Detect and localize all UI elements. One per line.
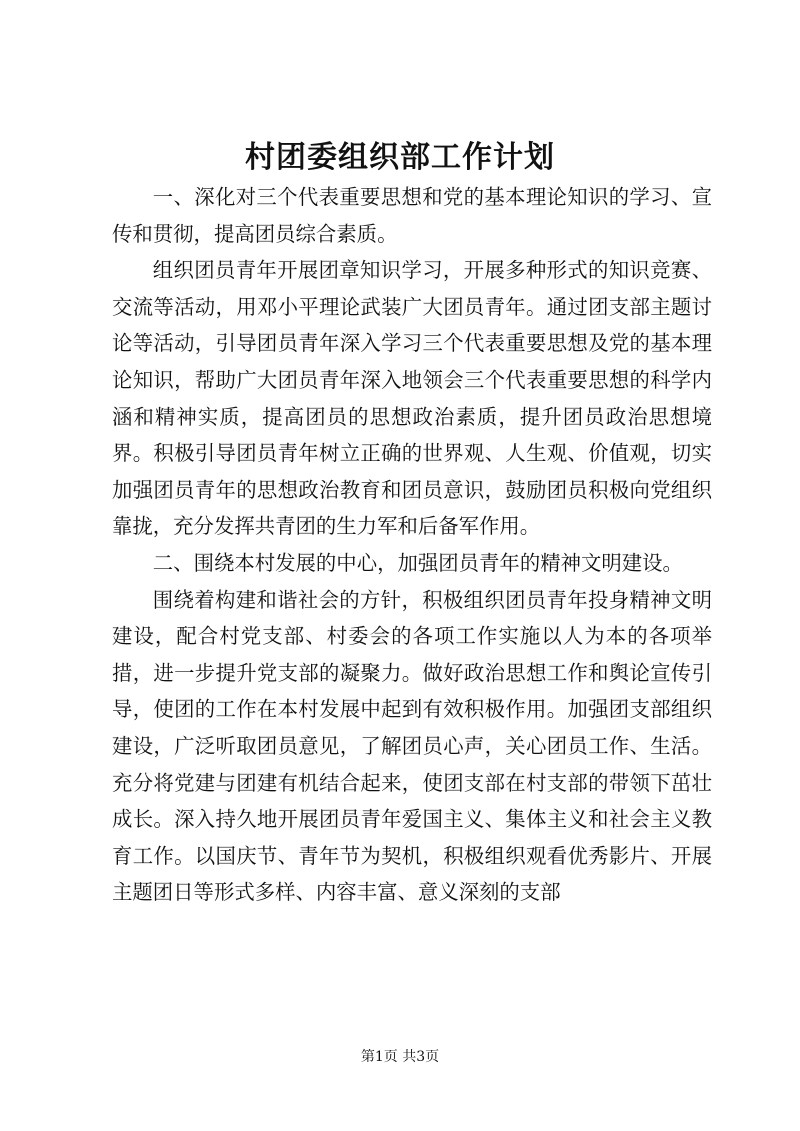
paragraph-1: 一、深化对三个代表重要思想和党的基本理论知识的学习、宣传和贯彻，提高团员综合素质。 xyxy=(112,185,712,246)
paragraph-3: 二、围绕本村发展的中心，加强团员青年的精神文明建设。 xyxy=(152,550,683,575)
page-title: 村团委组织部工作计划 xyxy=(245,140,555,175)
page-footer: 第1页 共3页 xyxy=(360,1049,440,1065)
paragraph-2: 组织团员青年开展团章知识学习，开展多种形式的知识竞赛、交流等活动，用邓小平理论武装广大团员青年。通过团支部主题讨论等活动，引导团员青年深入学习三个代表重要思想及党的基本理论知识，帮助广大团员青年深入地领会三个代表重要思想的科学内涵和精神实质，提高团员的思想政治素质，提升团员政治思想境界。积极引导团员青年树立正确的世界观、人生观、价值观，切实加强团员青年的思想政治教育和团员意识，鼓励团员积极向党组织靠拢，充分发挥共青团的生力军和后备军作用。 xyxy=(112,258,712,539)
document-body xyxy=(112,179,712,911)
paragraph-4: 围绕着构建和谐社会的方针，积极组织团员青年投身精神文明建设，配合村党支部、村委会的各项工作实施以人为本的各项举措，进一步提升党支部的凝聚力。做好政治思想工作和舆论宣传引导，使团的工作在本村发展中起到有效积极作用。加强团支部组织建设，广泛听取团员意见，了解团员心声，关心团员工作、生活。充分将党建与团建有机结合起来，使团支部在村支部的带领下茁壮成长。深入持久地开展团员青年爱国主义、集体主义和社会主义教育工作。以国庆节、青年节为契机，积极组织观看优秀影片、开展主题团日等形式多样、内容丰富、意义深刻的支部 xyxy=(112,587,712,905)
